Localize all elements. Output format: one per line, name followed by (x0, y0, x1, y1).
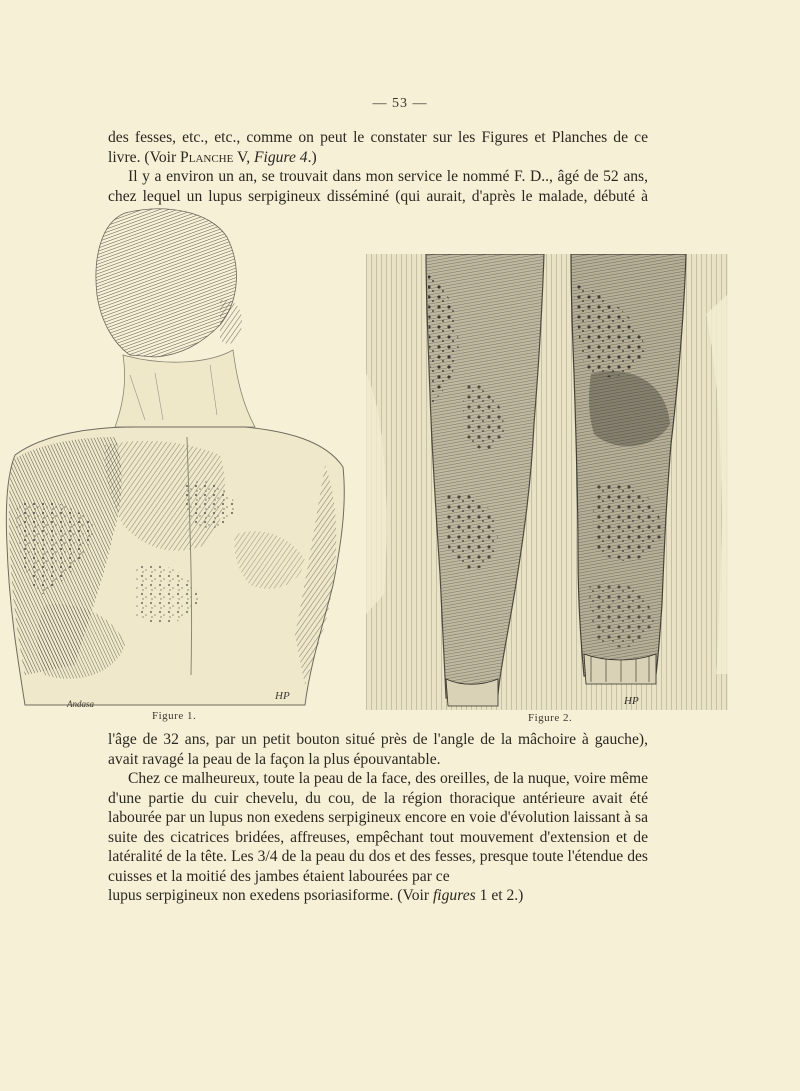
page-number: — 53 — (372, 96, 428, 111)
figure-2-caption: Figure 2. (528, 712, 573, 724)
back-engraving (5, 205, 350, 710)
text-line: l'âge de 32 ans, par un petit bouton situé près de l'angle de la mâchoire à gauche), (108, 731, 648, 748)
artist-signature: Andasa (67, 699, 94, 709)
figures-reference: figures (432, 887, 476, 904)
text-line (108, 148, 648, 168)
figure-2-legs-illustration (366, 254, 728, 710)
plate-reference: Planche (180, 148, 234, 166)
text-line (108, 886, 648, 906)
text-span: livre. (Voir (108, 148, 181, 166)
legs-engraving (366, 254, 728, 710)
figure-1-caption: Figure 1. (152, 710, 197, 722)
text-line: avait ravagé la peau de la façon la plus épouvantable. (108, 750, 441, 768)
text-line: des fesses, etc., etc., comme on peut le constater sur les Figures et Planches de ce (108, 129, 648, 146)
top-paragraph (108, 128, 648, 206)
artist-monogram: HP (624, 695, 639, 707)
figure-reference: Figure 4 (254, 148, 308, 166)
figure-1-back-illustration (5, 205, 350, 710)
artist-monogram: HP (275, 690, 290, 702)
text-span: .) (307, 148, 317, 166)
paragraph: Chez ce malheureux, toute la peau de la face, des oreilles, de la nuque, voire même d'une partie du cuir chevelu, du cou, de la région thoracique antérieure avait été labourée par un lupus non exedens serpigineux encore en voie d'évolution laissant à sa suite des cicatrices bridées, affreuses, empêchant tout mouvement d'extension et de latéralité de la tête. Les 3/4 de la peau du dos et des fesses, presque toute l'étendue des cuisses et la moitié des jambes étaient labourées par ce (108, 770, 648, 885)
text-span: 1 et 2.) (475, 887, 524, 904)
text-line: chez lequel un lupus serpigineux disséminé (qui aurait, d'après le malade, débuté à (108, 187, 648, 205)
text-line: Il y a environ un an, se trouvait dans mon service le nommé F. D.., âgé de 52 ans, (128, 168, 648, 185)
bottom-paragraphs (108, 730, 648, 906)
text-span: lupus serpigineux non exedens psoriasiforme. (Voir (108, 887, 433, 904)
text-span: V, (233, 148, 254, 166)
